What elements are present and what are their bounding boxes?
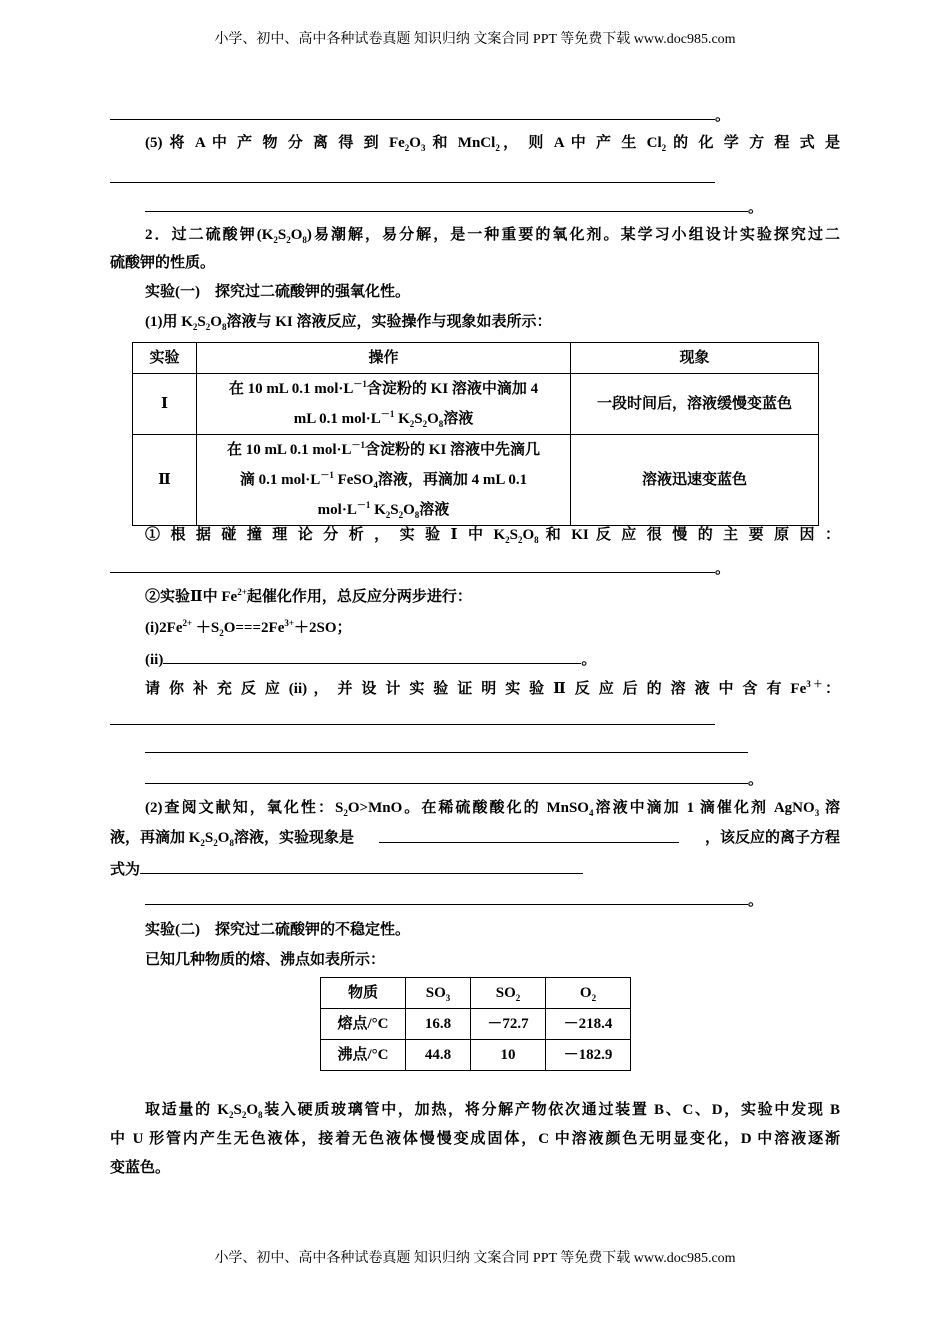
text-run: O [290, 227, 303, 243]
subscript: 8 [438, 419, 444, 429]
text-run: S [277, 227, 287, 243]
answer-line [145, 889, 763, 911]
text [110, 862, 140, 878]
superscript: －1 [356, 500, 371, 510]
table-header [406, 978, 471, 1009]
text-run: ， 则 A 中 产 生 Cl [499, 135, 662, 151]
text-run: 溶 [819, 800, 840, 816]
table-header: 操作 [197, 343, 571, 374]
text-run: 含淀粉的 KI 溶液中先滴几 [365, 442, 541, 458]
text-run: O [522, 527, 535, 543]
operation-text [201, 495, 566, 525]
text-run: SO [495, 985, 516, 1001]
question-2-1 [145, 311, 551, 333]
subscript: 2 [228, 1110, 234, 1120]
page-footer: 小学、初中、高中各种试卷真题 知识归纳 文案合同 PPT 等免费下载 www.doc985.com [214, 1251, 736, 1266]
text-run: 在 10 mL 0.1 mol·L [226, 442, 352, 458]
text-run: 和 KI 反 应 很 慢 的 主 要 原 因 ： [538, 527, 840, 543]
text-run: O>MnO。在稀硫酸酸化的 MnSO [347, 800, 589, 816]
superscript: －1 [320, 470, 334, 480]
text-run: mL 0.1 mol·L [293, 411, 381, 427]
text-run: 装入硬质玻璃管中，加热，将分解产物依次通过装置 B、C、D，实验中发现 B [262, 1102, 840, 1118]
subscript: 8 [229, 838, 234, 848]
text-run: ，该反应的离子方程 [704, 830, 840, 846]
experiment-2-intro [145, 949, 385, 971]
text-run: 取适量的 K [145, 1102, 229, 1118]
question-1-b [145, 586, 472, 608]
experiment-table [132, 342, 819, 526]
answer-line [145, 196, 763, 218]
period: 。 [748, 772, 764, 788]
answer-blank[interactable] [110, 709, 715, 725]
subscript: 2 [200, 838, 205, 848]
table-row [321, 1040, 631, 1071]
subscript: 2 [205, 322, 211, 332]
text [110, 827, 354, 849]
subscript: 2 [404, 143, 410, 153]
text-run: O [579, 985, 592, 1001]
text-run: ②实验Ⅱ中 Fe [145, 589, 238, 605]
subscript: 2 [591, 993, 597, 1003]
text-run: FeSO [333, 472, 374, 488]
subscript: 8 [221, 322, 227, 332]
subscript: 2 [661, 143, 667, 153]
text-run: 的 化 学 方 程 式 是 [666, 135, 840, 151]
subscript: 2 [192, 322, 198, 332]
table-row [321, 1009, 631, 1040]
text-run: 实验(二) 探究过二硫酸钾的不稳定性。 [145, 922, 410, 938]
text-run: O [210, 314, 222, 330]
subscript: 8 [414, 510, 420, 520]
text-run: 实验(一) 探究过二硫酸钾的强氧化性。 [145, 284, 410, 300]
text-run: 变蓝色。 [110, 1160, 171, 1176]
superscript: －1 [353, 379, 367, 389]
text-run: 液，再滴加 K [110, 830, 201, 846]
text-run: O [246, 1102, 258, 1118]
text-run: 中 U 形管内产生无色液体，接着无色液体慢慢变成固体，C 中溶液颜色无明显变化，D 中溶液逐渐 [110, 1131, 840, 1147]
text-run: S [414, 411, 423, 427]
table-cell: 16.8 [406, 1009, 471, 1040]
text-run: 含淀粉的 KI 溶液中滴加 4 [366, 381, 539, 397]
subscript: 2 [385, 510, 391, 520]
table-header: 现象 [571, 343, 819, 374]
text-run: 滴 0.1 mol·L [239, 472, 321, 488]
text-run: O [409, 135, 421, 151]
answer-blank[interactable] [110, 104, 715, 120]
subscript: 2 [495, 143, 500, 153]
page-header: 小学、初中、高中各种试卷真题 知识归纳 文案合同 PPT 等免费下载 www.doc985.com [214, 32, 736, 47]
operation-text [201, 374, 566, 404]
subscript: 2 [505, 535, 510, 545]
reaction-i [145, 617, 352, 639]
period: 。 [581, 652, 597, 668]
operation-text [201, 435, 566, 465]
text-run: 和 MnCl [425, 135, 496, 151]
operation-cell [197, 374, 571, 435]
text-run: 式为 [110, 862, 141, 878]
text-run: (1)用 K [145, 314, 193, 330]
text-run: O [403, 502, 415, 518]
subscript: 2 [422, 419, 428, 429]
operation-text [201, 404, 566, 434]
text-run: 溶液中滴加 1 滴催化剂 AgNO [593, 800, 815, 816]
question-2-intro-cont [110, 252, 215, 274]
result-cell: 一段时间后，溶液缓慢变蓝色 [571, 374, 819, 435]
text-run: (5) 将 A 中 产 物 分 离 得 到 Fe [145, 135, 405, 151]
table-header [546, 978, 631, 1009]
text-run: 在 10 mL 0.1 mol·L [228, 381, 354, 397]
answer-blank[interactable] [145, 737, 748, 753]
answer-line [110, 858, 583, 880]
operation-cell [197, 435, 571, 526]
table-row [133, 374, 819, 435]
text-run: 起催化作用，总反应分两步进行： [246, 589, 472, 605]
text-run: SO [425, 985, 446, 1001]
text [705, 827, 840, 849]
subscript: 2 [241, 1110, 247, 1120]
subscript: 2 [213, 838, 218, 848]
answer-blank[interactable] [379, 827, 679, 843]
subscript: 2 [409, 419, 415, 429]
text-run: O===2Fe [223, 620, 285, 636]
text-run: 溶液，再滴加 4 mL 0.1 [377, 472, 528, 488]
text-run: )易潮解，易分解，是一种重要的氧化剂。某学习小组设计实验探究过二 [306, 227, 840, 243]
text-run: O [427, 411, 439, 427]
text-run: S [197, 314, 206, 330]
question-1-a [145, 524, 840, 546]
operation-text [201, 465, 566, 495]
answer-blank[interactable] [110, 167, 715, 183]
superscript: －1 [380, 409, 395, 419]
table-header [321, 978, 406, 1009]
subscript: 8 [302, 235, 307, 245]
superscript: 3+ [284, 618, 294, 628]
subscript: 4 [588, 808, 594, 818]
paragraph-line [145, 1099, 840, 1121]
text-run: 溶液 [443, 411, 474, 427]
text-run: 物质 [347, 985, 378, 1001]
question-2-intro [145, 224, 840, 246]
experiment-id: Ⅱ [133, 435, 197, 526]
text-run: 已知几种物质的熔、沸点如表所示： [145, 952, 386, 968]
table-header: 实验 [133, 343, 197, 374]
text-run: S [233, 1102, 242, 1118]
text-run: K [394, 411, 410, 427]
answer-blank[interactable] [145, 768, 748, 784]
text-run: (2)查阅文献知，氧化性：S [145, 800, 344, 816]
superscript: 2+ [237, 587, 247, 597]
question-2-2-cont [110, 827, 840, 849]
table-cell: 44.8 [406, 1040, 471, 1071]
subscript: 2 [518, 535, 523, 545]
subscript: 2 [515, 993, 521, 1003]
text-run: 溶液，实验现象是 [233, 830, 354, 846]
experiment-1-title [145, 281, 410, 303]
table-cell: 10 [471, 1040, 546, 1071]
text-run: 硫酸钾的性质。 [110, 255, 216, 271]
subscript: 3 [445, 993, 451, 1003]
subscript: 3 [420, 143, 426, 153]
text-run: ＋S [192, 620, 220, 636]
subscript: 2 [219, 628, 224, 638]
period: 。 [748, 200, 764, 216]
text-run: K [370, 502, 386, 518]
answer-line [110, 104, 730, 126]
answer-blank[interactable] [145, 889, 748, 905]
paragraph-line [110, 1157, 170, 1179]
answer-line [145, 737, 748, 759]
reaction-ii-label [145, 652, 163, 668]
paragraph-line [110, 1128, 840, 1150]
melting-boiling-table [320, 977, 631, 1071]
text-run: ： [824, 681, 840, 697]
table-header [471, 978, 546, 1009]
subscript: 3 [814, 808, 820, 818]
text-run: S [509, 527, 518, 543]
table-cell: －72.7 [471, 1009, 546, 1040]
subscript: 2 [273, 235, 278, 245]
table-cell: －218.4 [546, 1009, 631, 1040]
question-2-2 [145, 797, 840, 819]
text-run: ① 根 据 碰 撞 理 论 分 析 ， 实 验 Ⅰ 中 K [145, 527, 506, 543]
answer-line [110, 709, 715, 731]
text-run: O [217, 830, 230, 846]
table-row [133, 435, 819, 526]
answer-blank[interactable] [163, 648, 581, 664]
table-cell: 沸点/°C [321, 1040, 406, 1071]
table-cell: 熔点/°C [321, 1009, 406, 1040]
period: 。 [748, 893, 764, 909]
answer-blank[interactable] [110, 557, 715, 573]
text-run: 溶液与 KI 溶液反应，实验操作与现象如表所示： [226, 314, 552, 330]
subscript: 4 [373, 480, 378, 490]
period: 。 [715, 108, 731, 124]
superscript: －1 [351, 440, 366, 450]
subscript: 2 [343, 808, 348, 818]
question-1-b-ask [145, 678, 840, 700]
subscript: 8 [534, 535, 539, 545]
answer-blank[interactable] [140, 858, 583, 874]
answer-line [110, 557, 730, 579]
question-5 [145, 132, 840, 154]
text-run: ＋2SO； [294, 620, 352, 636]
text-run: 2．过二硫酸钾(K [145, 227, 274, 243]
text-run: (ii) [145, 652, 164, 668]
experiment-2-title [145, 919, 410, 941]
result-cell: 溶液迅速变蓝色 [571, 435, 819, 526]
reaction-ii [145, 648, 596, 670]
text-run: S [204, 830, 214, 846]
table-cell: －182.9 [546, 1040, 631, 1071]
period: 。 [715, 561, 731, 577]
subscript: 2 [398, 510, 404, 520]
answer-line [145, 768, 763, 790]
text-run: mol·L [317, 502, 357, 518]
subscript: 8 [258, 1110, 263, 1120]
text-run: 溶液 [419, 502, 450, 518]
text-run: S [390, 502, 399, 518]
text-run: 请 你 补 充 反 应 (ii) ， 并 设 计 实 验 证 明 实 验 Ⅱ 反 应 后 的 溶 液 中 含 有 Fe [145, 681, 807, 697]
text-run: (i)2Fe [145, 620, 183, 636]
superscript: 2+ [182, 618, 193, 628]
subscript: 2 [286, 235, 291, 245]
answer-line [110, 167, 715, 189]
superscript: 3＋ [806, 679, 825, 689]
experiment-id: Ⅰ [133, 374, 197, 435]
answer-blank[interactable] [145, 196, 748, 212]
